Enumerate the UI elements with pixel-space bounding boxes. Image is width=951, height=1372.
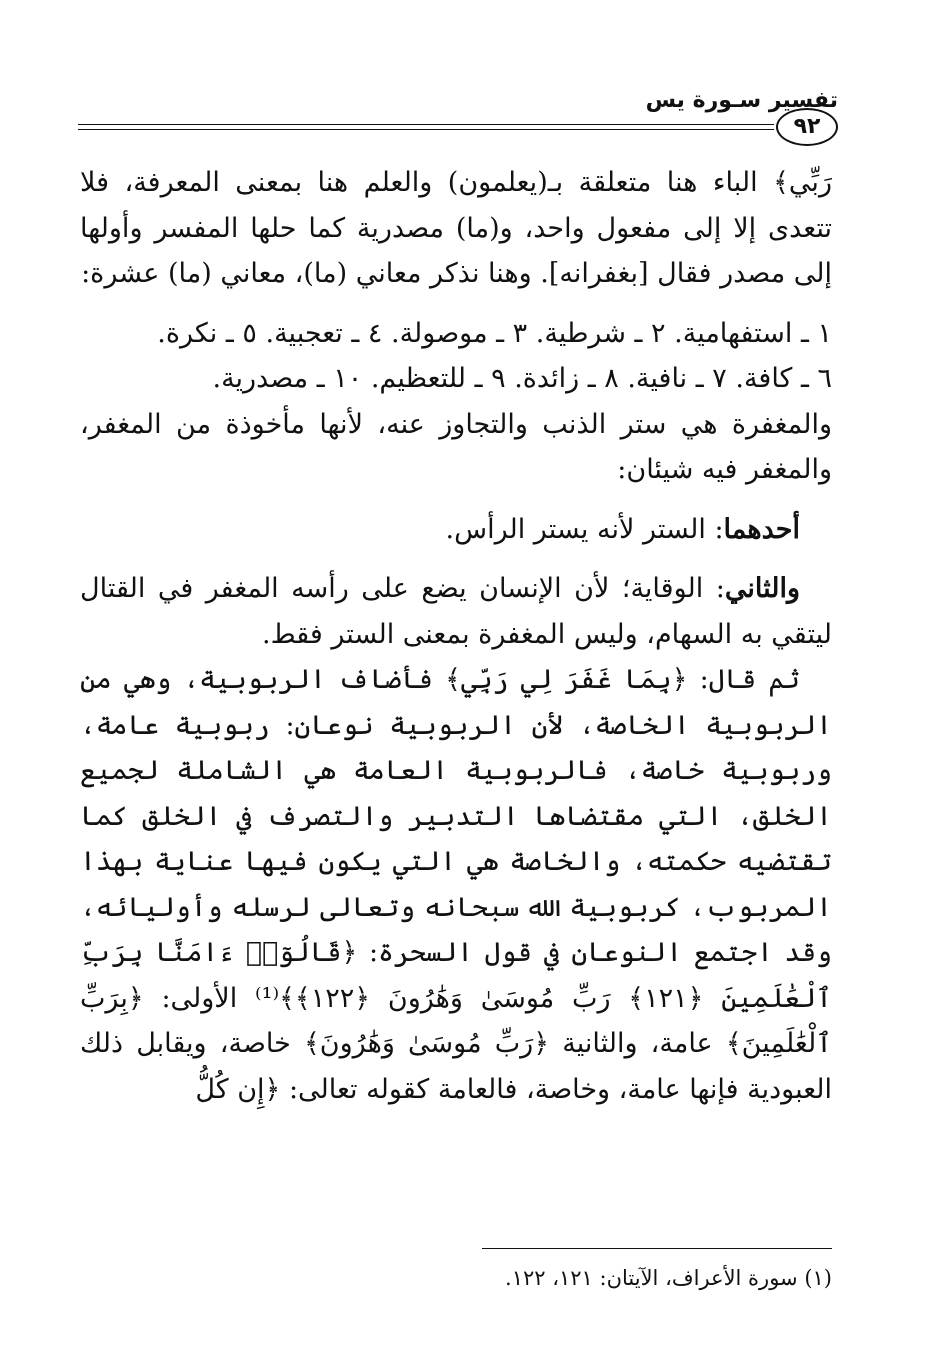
header-rule-secondary bbox=[78, 129, 774, 130]
paragraph-3 bbox=[80, 507, 832, 553]
paragraph-3-lead: أحدهما bbox=[723, 513, 800, 545]
paragraph-3-text: : الستر لأنه يستر الرأس. bbox=[445, 513, 724, 545]
paragraph-4-text: : الوقاية؛ لأن الإنسان يضع على رأسه المغفر في القتال ليتقي به السهام، وليس المغفرة بمعنى الستر فقط. bbox=[80, 573, 832, 650]
page-header bbox=[78, 86, 838, 156]
footnote: (١) سورة الأعراف، الآيتان: ١٢١، ١٢٢. bbox=[505, 1266, 832, 1290]
list-line-2: ٦ ـ كافة. ٧ ـ نافية. ٨ ـ زائدة. ٩ ـ للتعظيم. ١٠ ـ مصدرية. bbox=[212, 363, 832, 394]
header-rule bbox=[78, 124, 774, 125]
page-number: ٩٢ bbox=[776, 108, 838, 146]
paragraph-5: ثم قال: ﴿بِمَا غَفَرَ لِي رَبِّي﴾ فأضاف الربوبية، وهي من الربوبية الخاصة، لأن الربوبية نوعان: ربوبية عامة، وربوبية خاصة، فالربوبية العامة هي الشاملة لجميع الخلق، التي مقتضاها التدبير والتصرف في الخلق كما تقتضيه حكمته، والخاصة هي التي يكون فيها عناية بهذا المربوب، كربوبية الله سبحانه وتعالى لرسله وأوليائه، وقد اجتمع النوعان في قول السحرة: ﴿قَالُوٓا۟ ءَامَنَّا بِرَبِّ ٱلْعَٰلَمِينَ ﴿١٢١﴾ رَبِّ مُوسَىٰ وَهَٰرُونَ ﴿١٢٢﴾﴾⁽¹⁾ الأولى: ﴿بِرَبِّ ٱلْعَٰلَمِينَ﴾ عامة، والثانية ﴿رَبِّ مُوسَىٰ وَهَٰرُونَ﴾ خاصة، ويقابل ذلك العبودية فإنها عامة، وخاصة، فالعامة كقوله تعالى: ﴿إِن كُلُّ bbox=[80, 664, 832, 1105]
paragraph-4 bbox=[80, 566, 832, 657]
footnote-rule bbox=[482, 1248, 832, 1249]
paragraph-1: رَبِّي﴾ الباء هنا متعلقة بـ(يعلمون) والعلم هنا بمعنى المعرفة، فلا تتعدى إلا إلى مفعول واحد، و(ما) مصدرية كما حلها المفسر وأولها إلى مصدر فقال [بغفرانه]. وهنا نذكر معاني (ما)، معاني (ما) عشرة: bbox=[80, 167, 832, 289]
paragraph-2: والمغفرة هي ستر الذنب والتجاوز عنه، لأنها مأخوذة من المغفر، والمغفر فيه شيئان: bbox=[80, 408, 832, 485]
page-title: تفسير سـورة يس bbox=[645, 88, 838, 113]
paragraph-4-lead: والثاني bbox=[724, 573, 800, 604]
list-line-1: ١ ـ استفهامية. ٢ ـ شرطية. ٣ ـ موصولة. ٤ ـ تعجبية. ٥ ـ نكرة. bbox=[157, 317, 832, 349]
body-text bbox=[80, 160, 832, 1112]
